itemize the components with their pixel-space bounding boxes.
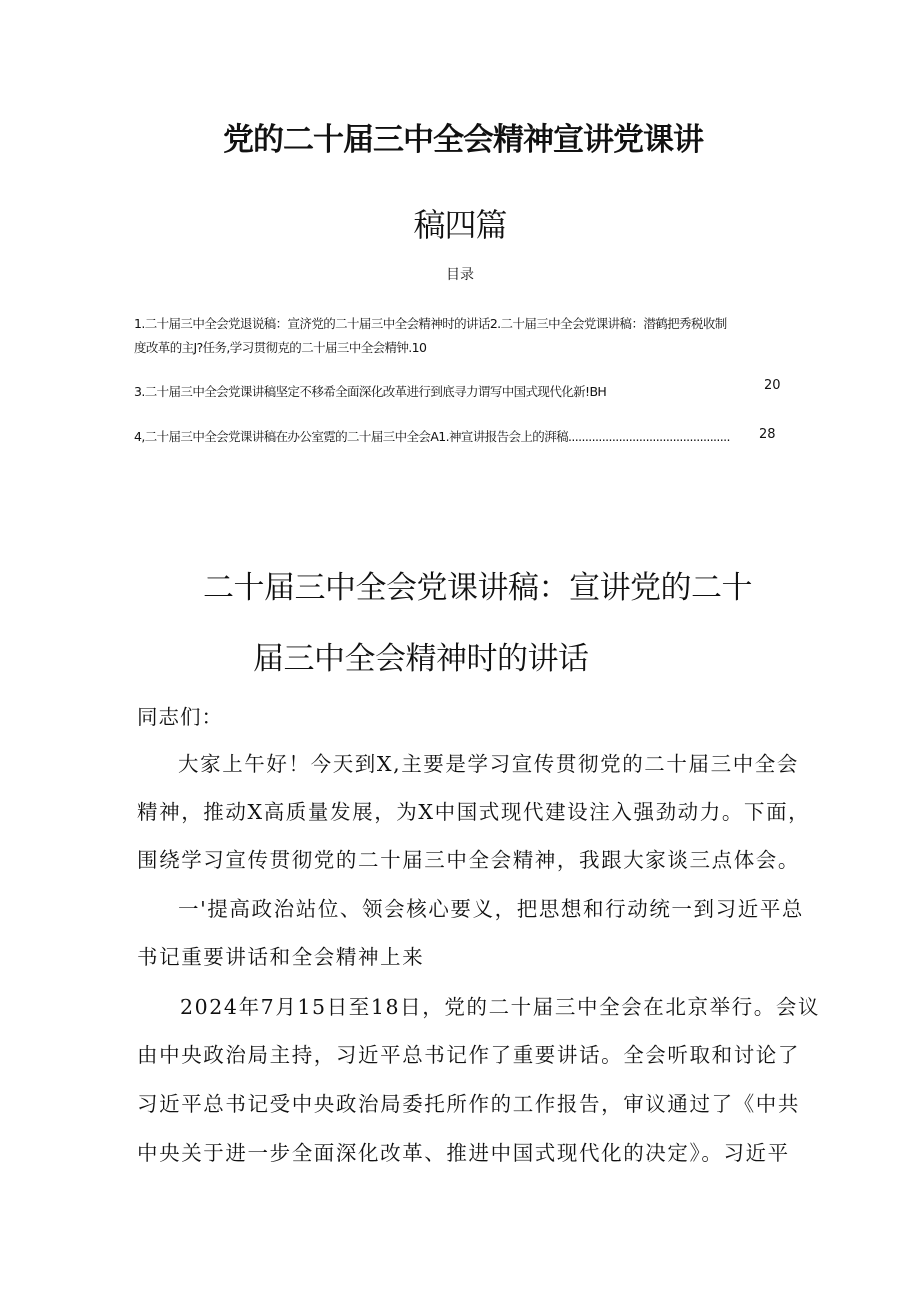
toc-entry-4[interactable]: 4,二十届三中全会党课讲稿在办公室霓的二十届三中全会A1.神宣讲报告会上的湃稿................................................ [134, 429, 730, 444]
toc-entry-1-line-2[interactable]: 度改革的主J?任务,学习贯彻克的二十届三中全会精钟.10 [134, 340, 427, 355]
paragraph-2-line-3: 习近平总书记受中央政治局委托所作的工作报告，审议通过了《中共 [137, 1092, 800, 1116]
salutation: 同志们： [137, 705, 223, 729]
toc-entry-3[interactable]: 3.二十届三中全会党课讲稿坚定不移希全面深化改革进行到底寻力谓写中国式现代化新!BH [134, 384, 607, 399]
document-title-line-2: 稿四篇 [413, 206, 507, 244]
heading-1-line-2: 书记重要讲话和全会精神上来 [137, 945, 425, 969]
paragraph-2-line-4: 中央关于进一步全面深化改革、推进中国式现代化的决定》。习近平 [137, 1141, 790, 1165]
toc-entry-4-page: 28 [759, 427, 776, 442]
paragraph-2-line-1: 2024年7月15日至18日，党的二十届三中全会在北京举行。会议 [180, 995, 821, 1019]
section-title-line-2: 届三中全会精神时的讲话 [253, 641, 589, 677]
section-title-line-1: 二十届三中全会党课讲稿：宣讲党的二十 [203, 570, 752, 606]
toc-entry-3-page: 20 [764, 378, 781, 393]
paragraph-1-line-3: 围绕学习宣传贯彻党的二十届三中全会精神，我跟大家谈三点体会。 [137, 848, 800, 872]
paragraph-1-line-2: 精神，推动X高质量发展，为X中国式现代建设注入强劲动力。下面， [137, 800, 811, 824]
toc-heading: 目录 [446, 267, 474, 283]
toc-entry-1-line-1[interactable]: 1.二十届三中全会党退说稿：宣济党的二十届三中全会精神时的讲话2.二十届三中全会党课讲稿：潜鹤把秀税收制 [134, 316, 727, 331]
document-title-line-1: 党的二十届三中全会精神宣讲党课讲 [223, 122, 703, 158]
heading-1-line-1: 一'提高政治站位、领会核心要义，把思想和行动统一到习近平总 [178, 897, 805, 921]
paragraph-1-line-1: 大家上午好！今天到X,主要是学习宣传贯彻党的二十届三中全会 [178, 752, 800, 776]
paragraph-2-line-2: 由中央政治局主持，习近平总书记作了重要讲话。全会听取和讨论了 [137, 1043, 800, 1067]
